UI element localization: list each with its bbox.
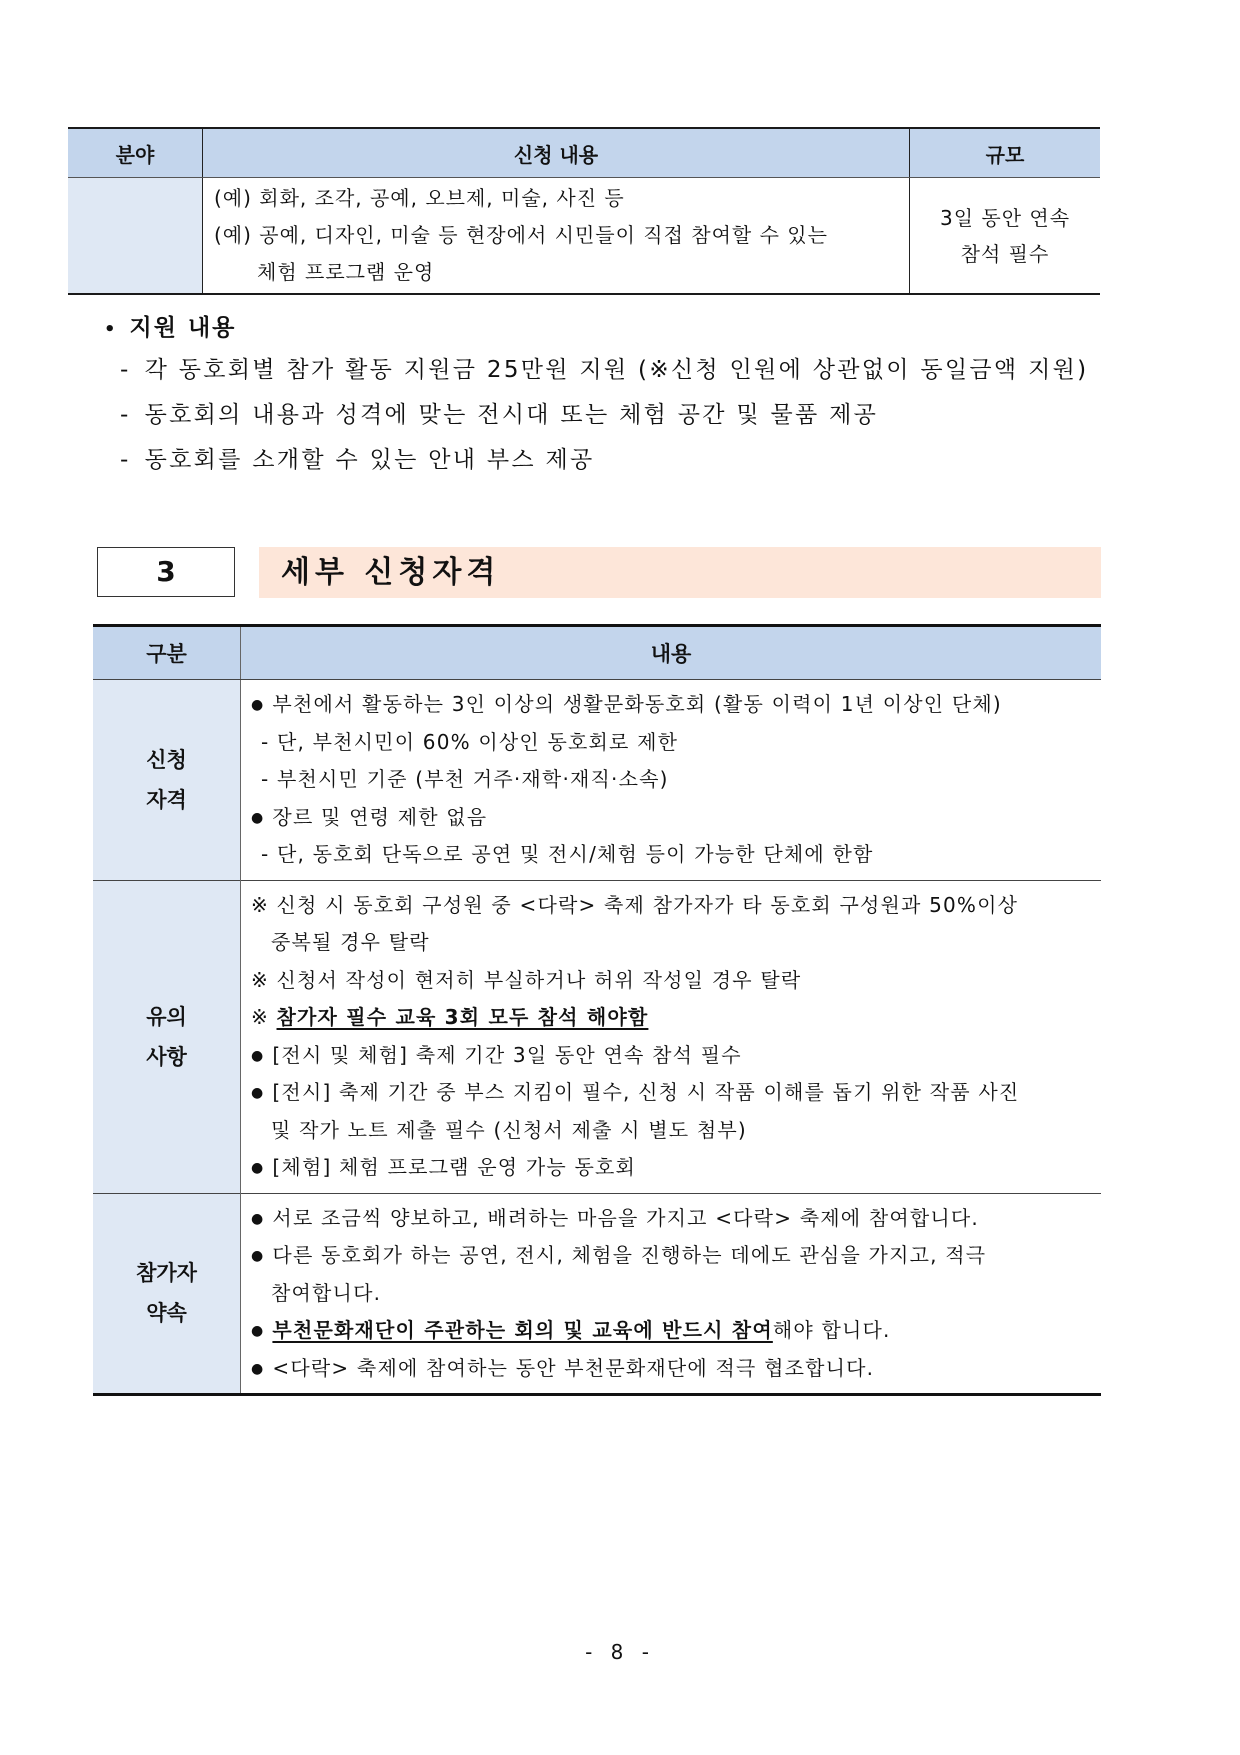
scale-cell [910,178,1101,295]
support-heading [104,308,1088,348]
bullet-icon: ● [251,809,265,826]
sub-line: - 부천시민 기준 (부천 거주·재학·재직·소속) [261,767,669,791]
table-header-row [68,128,1100,178]
support-item [104,348,1088,393]
table-header-row [93,626,1101,680]
bullet-icon: ● [251,1323,265,1339]
content-line: (예) 회화, 조각, 공예, 오브제, 미술, 사진 등 [214,186,625,210]
support-item-text: 동호회의 내용과 성격에 맞는 전시대 또는 체험 공간 및 물품 제공 [144,402,879,428]
table-row-notes [93,880,1101,1193]
emphasis-text: 참가자 필수 교육 3회 모두 참석 해야함 [276,1005,649,1029]
category-cell [93,1193,241,1395]
bullet-icon: • [104,319,118,340]
dash-icon: - [120,357,131,383]
field-cell [68,178,203,295]
content-line: (예) 공예, 디자인, 미술 등 현장에서 시민들이 직접 참여할 수 있는 [214,223,828,247]
section-number-box: 3 [97,547,235,597]
line-text: [체험] 체험 프로그램 운영 가능 동호회 [272,1155,637,1179]
line-text: 부천에서 활동하는 3인 이상의 생활문화동호회 (활동 이력이 1년 이상인 단체) [272,692,1002,716]
support-item [104,393,1088,438]
support-section [104,308,1088,483]
page-number: - 8 - [585,1640,655,1664]
table-row [68,178,1100,295]
bullet-icon: ● [251,1085,265,1101]
note-line-continued: 중복될 경우 탈락 [271,930,430,954]
bullet-line-emphasis [251,1312,1101,1350]
category-label: 약속 [146,1301,187,1326]
section-title: 세부 신청자격 [259,547,1101,598]
eligibility-table [93,624,1101,1396]
table-row-eligibility [93,680,1101,881]
category-cell [93,880,241,1193]
bullet-line-continued: 및 작가 노트 제출 필수 (신청서 제출 시 별도 첨부) [271,1117,747,1142]
application-field-table [68,127,1100,295]
category-cell [93,680,241,881]
bullet-line [251,1037,1101,1075]
bullet-line [251,1074,1101,1112]
category-label: 참가자 [136,1261,197,1286]
bullet-icon: ● [251,1360,265,1377]
header-field: 분야 [68,128,203,178]
bullet-line-continued: 참여합니다. [271,1280,382,1305]
dash-icon: - [120,447,131,473]
header-content: 내용 [241,626,1102,680]
support-item-text: 동호회를 소개할 수 있는 안내 부스 제공 [144,447,595,473]
bullet-line [251,1200,1101,1238]
line-text: 장르 및 연령 제한 없음 [272,804,488,829]
sub-line: - 단, 부천시민이 60% 이상인 동호회로 제한 [261,729,679,754]
content-cell [241,880,1102,1193]
content-cell [203,178,910,295]
content-cell [241,1193,1102,1395]
content-line: 체험 프로그램 운영 [257,260,435,284]
note-line: ※ 신청서 작성이 현저히 부실하거나 허위 작성일 경우 탈락 [251,967,802,992]
line-text: 해야 합니다. [772,1318,891,1342]
header-scale: 규모 [910,128,1101,178]
header-category: 구분 [93,626,241,680]
header-content: 신청 내용 [203,128,910,178]
table-row-pledge [93,1193,1101,1395]
bullet-line [251,1350,1101,1388]
emphasis-text: 부천문화재단이 주관하는 회의 및 교육에 반드시 참여 [272,1318,773,1342]
dash-icon: - [120,402,131,428]
line-text: [전시 및 체험] 축제 기간 3일 동안 연속 참석 필수 [272,1042,742,1067]
bullet-icon: ● [251,1248,265,1264]
bullet-line [251,799,1101,837]
bullet-line [251,1237,1101,1275]
bullet-line [251,1149,1101,1187]
bullet-icon: ● [251,1160,265,1176]
bullet-icon: ● [251,1210,265,1227]
line-text: 다른 동호회가 하는 공연, 전시, 체험을 진행하는 데에도 관심을 가지고, 적극 [272,1243,987,1267]
support-item [104,438,1088,483]
content-cell [241,680,1102,881]
line-text: 서로 조금씩 양보하고, 배려하는 마음을 가지고 <다락> 축제에 참여합니다. [272,1205,979,1230]
category-label: 신청 [146,747,187,772]
note-line: ※ 신청 시 동호회 구성원 중 <다락> 축제 참가자가 타 동호회 구성원과 50%이상 [251,892,1019,917]
support-heading-text: 지원 내용 [129,315,237,341]
bullet-icon: ● [251,1047,265,1064]
line-text: <다락> 축제에 참여하는 동안 부천문화재단에 적극 협조합니다. [272,1355,875,1380]
note-mark: ※ [251,1005,277,1029]
category-label: 유의 [146,1004,187,1029]
support-item-text: 각 동호회별 참가 활동 지원금 25만원 지원 (※신청 인원에 상관없이 동일금액 지원) [144,357,1089,383]
line-text: [전시] 축제 기간 중 부스 지킴이 필수, 신청 시 작품 이해를 돕기 위한 작품 사진 [272,1080,1020,1104]
bullet-icon: ● [251,697,265,713]
category-label: 사항 [146,1044,187,1069]
category-label: 자격 [146,787,187,812]
sub-line: - 단, 동호회 단독으로 공연 및 전시/체험 등이 가능한 단체에 한함 [261,842,874,866]
note-line-emphasis [251,999,1101,1037]
scale-line: 참석 필수 [960,241,1050,266]
bullet-line [251,686,1101,724]
scale-line: 3일 동안 연속 [939,205,1071,230]
